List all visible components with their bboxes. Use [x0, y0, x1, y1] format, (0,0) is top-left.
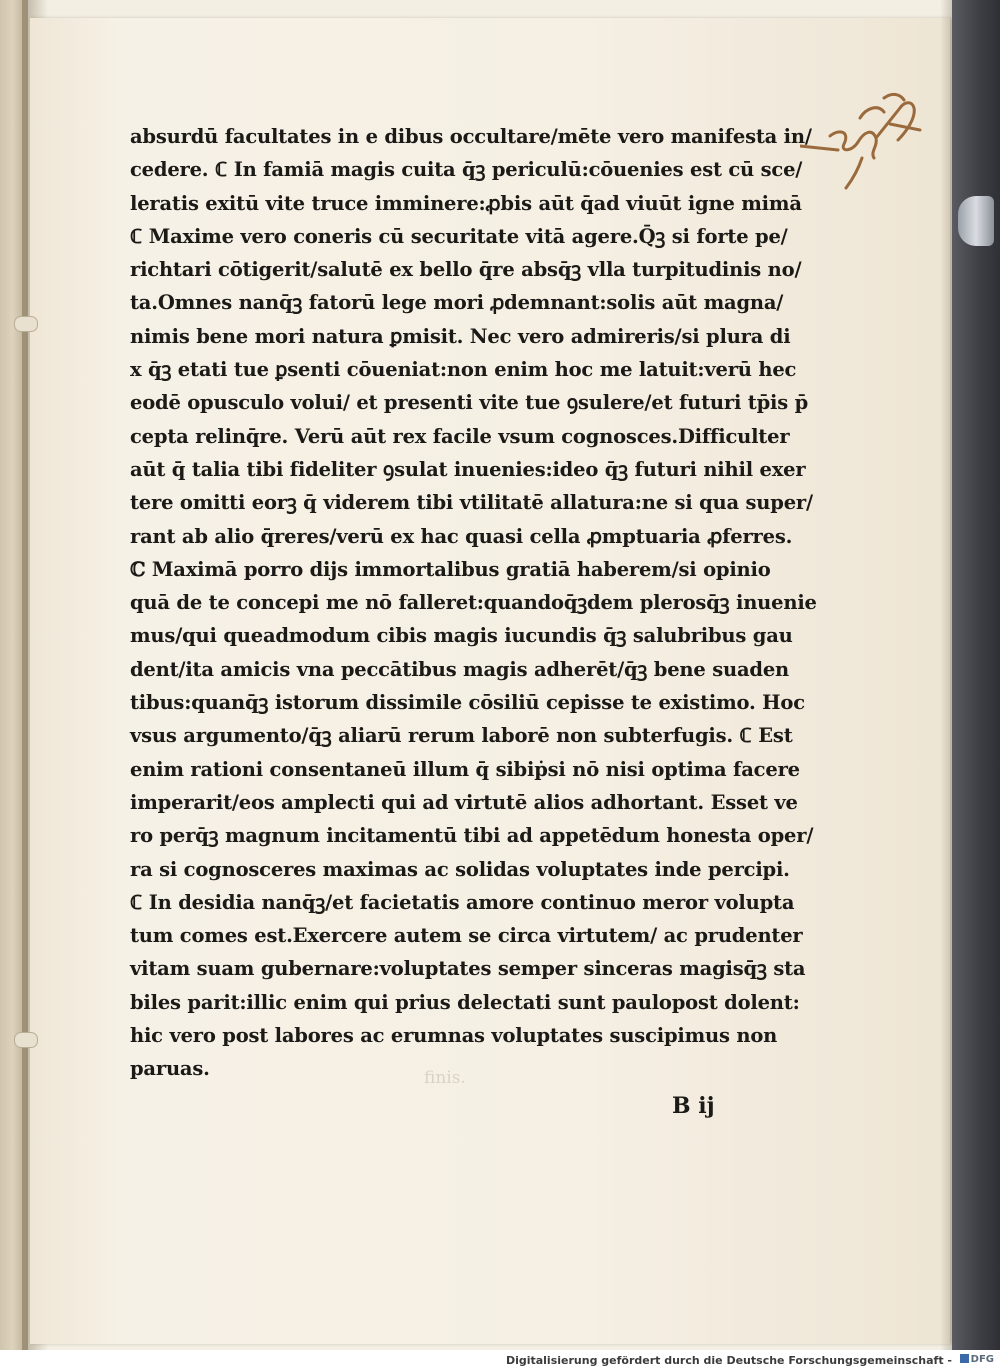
- text-line: imperarit/eos amplecti qui ad virtutē alios adhortant. Esset ve: [130, 790, 798, 814]
- text-line: rant ab alio q̄reres/verū ex hac quasi cella ꝓmptuaria ꝓferres.: [130, 524, 793, 548]
- text-line: tere omitti eorꝫ q̄ viderem tibi vtilitatē allatura:ne si qua super/: [130, 491, 813, 515]
- funding-credit: Digitalisierung gefördert durch die Deutsche Forschungsgemeinschaft -: [505, 1354, 952, 1367]
- text-line: tibus:quanq̄ꝫ istorum dissimile cōsiliū cepisse te existimo. Hoc: [130, 691, 805, 715]
- dfg-logo-mark: [960, 1354, 969, 1363]
- printed-text-block: [130, 120, 830, 1086]
- text-line: aūt q̄ talia tibi fideliter ꝯsulat inuenies:ideo q̄ꝫ futuri nihil exer: [130, 457, 806, 481]
- text-line: hic vero post labores ac erumnas voluptates suscipimus non: [130, 1024, 778, 1048]
- text-line: biles parit:illic enim qui prius delectati sunt paulopost dolent:: [130, 990, 800, 1014]
- text-line: cepta relinq̄re. Verū aūt rex facile vsum cognosces.Difficulter: [130, 424, 790, 448]
- text-line: ℂ Maximā porro dijs immortalibus gratiā haberem/si opinio: [130, 557, 771, 581]
- dfg-logo-text: DFG: [970, 1354, 994, 1365]
- text-line: absurdū facultates in e dibus occultare/mēte vero manifesta in/: [130, 125, 812, 148]
- binding-stitch: [14, 316, 38, 332]
- text-line: ra si cognosceres maximas ac solidas voluptates inde percipi.: [130, 857, 790, 881]
- binding-stitch: [14, 1032, 38, 1048]
- text-line: paruas.: [130, 1057, 210, 1081]
- text-line: richtari cōtigerit/salutē ex bello q̄re absq̄ꝫ vlla turpitudinis no/: [130, 258, 802, 282]
- clip-tab: [958, 196, 994, 246]
- text-line: quā de te concepi me nō falleret:quandoq̄ꝫdem plerosq̄ꝫ inuenie: [130, 591, 817, 615]
- text-line: mus/qui queadmodum cibis magis iucundis q̄ꝫ salubribus gau: [130, 624, 793, 648]
- text-line: leratis exitū vite truce imminere:ꝓbis aūt q̄ad viuūt igne mimā: [130, 191, 802, 215]
- show-through-text: ﬁnis.: [424, 1068, 466, 1088]
- text-line: vitam suam gubernare:voluptates semper sinceras magisq̄ꝫ sta: [130, 957, 806, 981]
- text-line: ℂ Maxime vero coneris cū securitate vitā agere.Q̄ꝫ si forte pe/: [130, 224, 788, 248]
- text-line: cedere. ℂ In famiā magis cuita q̄ꝫ periculū:cōuenies est cū sce/: [130, 158, 803, 182]
- text-line: nimis bene mori natura ꝑmisit. Nec vero admireris/si plura di: [130, 324, 791, 348]
- footer-bar: [0, 1350, 1000, 1370]
- text-line: x q̄ꝫ etati tue ꝑsenti cōueniat:non enim hoc me latuit:verū hec: [130, 358, 797, 382]
- text-line: vsus argumento/q̄ꝫ aliarū rerum laborē non subterfugis. ℂ Est: [130, 724, 793, 748]
- text-line: ta.Omnes nanq̄ꝫ fatorū lege mori ꝓdemnant:solis aūt magna/: [130, 291, 784, 315]
- text-line: dent/ita amicis vna peccātibus magis adherēt/q̄ꝫ bene suaden: [130, 657, 790, 681]
- dfg-logo: [956, 1353, 994, 1367]
- text-line: eodē opusculo volui/ et presenti vite tue ꝯsulere/et futuri tp̄is p̄: [130, 391, 809, 415]
- text-line: tum comes est.Exercere autem se circa virtutem/ ac prudenter: [130, 924, 803, 948]
- signature-mark: B ij: [672, 1093, 715, 1119]
- text-line: ℂ In desidia nanq̄ꝫ/et facietatis amore continuo meror volupta: [130, 890, 795, 914]
- text-line: enim rationi consentaneū illum q̄ sibiṗsi nō nisi optima facere: [130, 757, 800, 781]
- text-line: ro perq̄ꝫ magnum incitamentū tibi ad appetēdum honesta oper/: [130, 824, 814, 848]
